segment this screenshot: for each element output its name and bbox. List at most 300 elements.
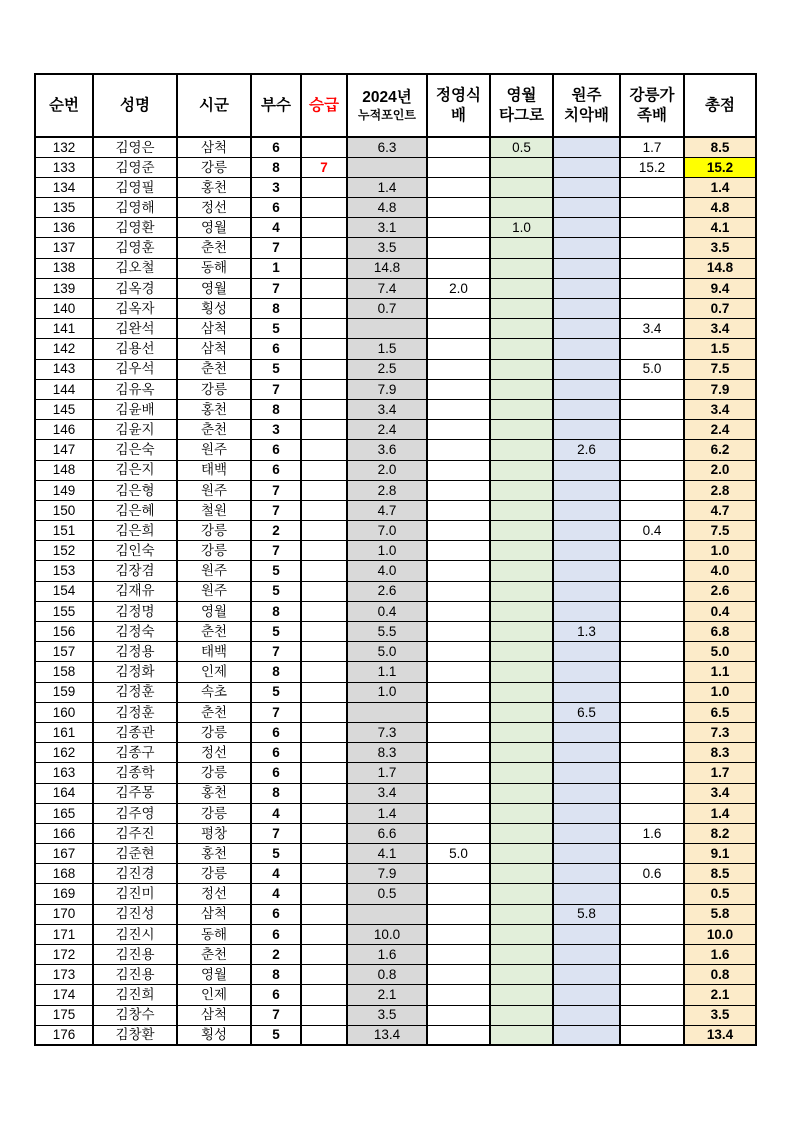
cell-no: 160 bbox=[35, 702, 93, 722]
cell-points bbox=[347, 904, 427, 924]
cell-points: 6.6 bbox=[347, 823, 427, 843]
cell-promo bbox=[301, 420, 347, 440]
cell-name: 김창수 bbox=[93, 1005, 177, 1025]
cell-name: 김은지 bbox=[93, 460, 177, 480]
cell-city: 춘천 bbox=[177, 622, 251, 642]
cell-name: 김은형 bbox=[93, 480, 177, 500]
cell-yw_cup bbox=[490, 581, 553, 601]
cell-no: 161 bbox=[35, 722, 93, 742]
cell-yw_cup bbox=[490, 985, 553, 1005]
cell-jys_cup bbox=[427, 521, 490, 541]
cell-gn_cup bbox=[620, 945, 684, 965]
col-header-name bbox=[93, 74, 177, 137]
cell-name: 김은숙 bbox=[93, 440, 177, 460]
cell-no: 167 bbox=[35, 844, 93, 864]
cell-points: 2.5 bbox=[347, 359, 427, 379]
table-header bbox=[35, 74, 756, 137]
cell-jys_cup bbox=[427, 359, 490, 379]
cell-city: 춘천 bbox=[177, 702, 251, 722]
cell-gn_cup: 1.7 bbox=[620, 137, 684, 157]
cell-jys_cup bbox=[427, 924, 490, 944]
cell-name: 김진희 bbox=[93, 985, 177, 1005]
cell-copies: 8 bbox=[251, 399, 301, 419]
cell-yw_cup bbox=[490, 965, 553, 985]
cell-points: 6.3 bbox=[347, 137, 427, 157]
cell-jys_cup bbox=[427, 1025, 490, 1045]
cell-gn_cup bbox=[620, 924, 684, 944]
cell-no: 154 bbox=[35, 581, 93, 601]
table-row bbox=[35, 662, 756, 682]
table-row bbox=[35, 622, 756, 642]
cell-no: 147 bbox=[35, 440, 93, 460]
cell-promo bbox=[301, 480, 347, 500]
cell-name: 김주몽 bbox=[93, 783, 177, 803]
cell-wj_cup bbox=[553, 460, 620, 480]
cell-gn_cup bbox=[620, 763, 684, 783]
table-row bbox=[35, 440, 756, 460]
cell-yw_cup bbox=[490, 803, 553, 823]
table-row bbox=[35, 581, 756, 601]
cell-total: 2.1 bbox=[684, 985, 756, 1005]
cell-copies: 7 bbox=[251, 541, 301, 561]
cell-gn_cup: 5.0 bbox=[620, 359, 684, 379]
cell-city: 강릉 bbox=[177, 379, 251, 399]
cell-wj_cup bbox=[553, 521, 620, 541]
cell-promo bbox=[301, 601, 347, 621]
col-header-no-label: 순번 bbox=[49, 96, 79, 114]
cell-jys_cup bbox=[427, 763, 490, 783]
cell-promo bbox=[301, 662, 347, 682]
cell-total: 7.9 bbox=[684, 379, 756, 399]
cell-jys_cup bbox=[427, 884, 490, 904]
cell-total: 14.8 bbox=[684, 258, 756, 278]
table-row bbox=[35, 904, 756, 924]
cell-jys_cup bbox=[427, 662, 490, 682]
cell-total: 3.4 bbox=[684, 783, 756, 803]
cell-jys_cup bbox=[427, 965, 490, 985]
cell-city: 홍천 bbox=[177, 844, 251, 864]
cell-name: 김영은 bbox=[93, 137, 177, 157]
cell-jys_cup bbox=[427, 258, 490, 278]
cell-promo bbox=[301, 844, 347, 864]
cell-city: 영월 bbox=[177, 218, 251, 238]
cell-city: 홍천 bbox=[177, 399, 251, 419]
cell-jys_cup bbox=[427, 541, 490, 561]
cell-copies: 4 bbox=[251, 884, 301, 904]
cell-total: 8.5 bbox=[684, 864, 756, 884]
cell-yw_cup bbox=[490, 399, 553, 419]
cell-promo bbox=[301, 177, 347, 197]
cell-wj_cup bbox=[553, 157, 620, 177]
cell-jys_cup bbox=[427, 177, 490, 197]
table-row bbox=[35, 541, 756, 561]
cell-copies: 1 bbox=[251, 258, 301, 278]
col-header-city bbox=[177, 74, 251, 137]
cell-gn_cup bbox=[620, 399, 684, 419]
cell-wj_cup bbox=[553, 359, 620, 379]
cell-yw_cup bbox=[490, 823, 553, 843]
cell-city: 강릉 bbox=[177, 803, 251, 823]
cell-wj_cup bbox=[553, 399, 620, 419]
cell-total: 8.5 bbox=[684, 137, 756, 157]
cell-city: 평창 bbox=[177, 823, 251, 843]
cell-copies: 3 bbox=[251, 177, 301, 197]
col-header-points-2024 bbox=[347, 74, 427, 137]
cell-name: 김영훈 bbox=[93, 238, 177, 258]
cell-points: 7.9 bbox=[347, 379, 427, 399]
table-row bbox=[35, 460, 756, 480]
table-row bbox=[35, 1005, 756, 1025]
cell-points: 4.7 bbox=[347, 500, 427, 520]
cell-wj_cup: 5.8 bbox=[553, 904, 620, 924]
cell-jys_cup bbox=[427, 218, 490, 238]
cell-wj_cup bbox=[553, 743, 620, 763]
cell-wj_cup bbox=[553, 218, 620, 238]
cell-wj_cup bbox=[553, 965, 620, 985]
cell-name: 김진성 bbox=[93, 904, 177, 924]
cell-jys_cup bbox=[427, 420, 490, 440]
cell-jys_cup bbox=[427, 904, 490, 924]
cell-gn_cup: 3.4 bbox=[620, 319, 684, 339]
cell-copies: 6 bbox=[251, 743, 301, 763]
cell-city: 정선 bbox=[177, 884, 251, 904]
table-row bbox=[35, 844, 756, 864]
cell-city: 정선 bbox=[177, 743, 251, 763]
cell-copies: 5 bbox=[251, 844, 301, 864]
cell-no: 146 bbox=[35, 420, 93, 440]
col-header-wonju-chiak-cup bbox=[553, 74, 620, 137]
cell-promo bbox=[301, 299, 347, 319]
cell-yw_cup bbox=[490, 1025, 553, 1045]
cell-jys_cup bbox=[427, 299, 490, 319]
cell-city: 정선 bbox=[177, 198, 251, 218]
cell-jys_cup bbox=[427, 743, 490, 763]
cell-copies: 6 bbox=[251, 339, 301, 359]
cell-jys_cup bbox=[427, 783, 490, 803]
cell-no: 135 bbox=[35, 198, 93, 218]
cell-copies: 6 bbox=[251, 440, 301, 460]
cell-jys_cup bbox=[427, 238, 490, 258]
table-row bbox=[35, 884, 756, 904]
cell-no: 163 bbox=[35, 763, 93, 783]
cell-promo bbox=[301, 440, 347, 460]
cell-points: 2.4 bbox=[347, 420, 427, 440]
cell-no: 138 bbox=[35, 258, 93, 278]
cell-gn_cup bbox=[620, 339, 684, 359]
cell-gn_cup bbox=[620, 682, 684, 702]
cell-total: 2.4 bbox=[684, 420, 756, 440]
cell-wj_cup bbox=[553, 198, 620, 218]
cell-jys_cup bbox=[427, 702, 490, 722]
cell-gn_cup bbox=[620, 743, 684, 763]
cell-total: 2.6 bbox=[684, 581, 756, 601]
col-header-points-sub: 누적포인트 bbox=[358, 107, 416, 122]
table-row bbox=[35, 945, 756, 965]
cell-city: 원주 bbox=[177, 440, 251, 460]
cell-gn_cup bbox=[620, 642, 684, 662]
cell-total: 7.5 bbox=[684, 521, 756, 541]
cell-gn_cup bbox=[620, 198, 684, 218]
cell-points: 3.1 bbox=[347, 218, 427, 238]
cell-points: 10.0 bbox=[347, 924, 427, 944]
col-header-copies-label: 부수 bbox=[261, 96, 291, 114]
col-header-yeongwol-tagro-cup bbox=[490, 74, 553, 137]
table-row bbox=[35, 399, 756, 419]
cell-no: 155 bbox=[35, 601, 93, 621]
cell-points: 1.0 bbox=[347, 541, 427, 561]
cell-city: 원주 bbox=[177, 581, 251, 601]
cell-gn_cup bbox=[620, 601, 684, 621]
cell-gn_cup bbox=[620, 500, 684, 520]
cell-points: 1.1 bbox=[347, 662, 427, 682]
cell-gn_cup: 1.6 bbox=[620, 823, 684, 843]
cell-name: 김윤지 bbox=[93, 420, 177, 440]
cell-promo bbox=[301, 319, 347, 339]
cell-total: 0.5 bbox=[684, 884, 756, 904]
cell-no: 168 bbox=[35, 864, 93, 884]
cell-city: 강릉 bbox=[177, 763, 251, 783]
cell-name: 김진경 bbox=[93, 864, 177, 884]
cell-points: 1.4 bbox=[347, 803, 427, 823]
cell-total: 3.4 bbox=[684, 399, 756, 419]
cell-city: 영월 bbox=[177, 278, 251, 298]
cell-gn_cup bbox=[620, 965, 684, 985]
cell-city: 철원 bbox=[177, 500, 251, 520]
cell-promo bbox=[301, 258, 347, 278]
cell-no: 174 bbox=[35, 985, 93, 1005]
cell-gn_cup bbox=[620, 218, 684, 238]
cell-jys_cup bbox=[427, 460, 490, 480]
cell-copies: 6 bbox=[251, 137, 301, 157]
table-row bbox=[35, 420, 756, 440]
cell-copies: 7 bbox=[251, 500, 301, 520]
cell-copies: 3 bbox=[251, 420, 301, 440]
cell-jys_cup bbox=[427, 945, 490, 965]
cell-wj_cup bbox=[553, 299, 620, 319]
cell-total: 8.3 bbox=[684, 743, 756, 763]
cell-wj_cup bbox=[553, 541, 620, 561]
cell-yw_cup bbox=[490, 379, 553, 399]
cell-total: 0.7 bbox=[684, 299, 756, 319]
cell-name: 김영준 bbox=[93, 157, 177, 177]
cell-wj_cup bbox=[553, 581, 620, 601]
cell-no: 134 bbox=[35, 177, 93, 197]
cell-gn_cup bbox=[620, 460, 684, 480]
cell-points: 5.5 bbox=[347, 622, 427, 642]
cell-yw_cup bbox=[490, 258, 553, 278]
cell-promo bbox=[301, 379, 347, 399]
cell-yw_cup bbox=[490, 541, 553, 561]
cell-no: 141 bbox=[35, 319, 93, 339]
cell-yw_cup bbox=[490, 783, 553, 803]
cell-city: 횡성 bbox=[177, 299, 251, 319]
cell-wj_cup bbox=[553, 823, 620, 843]
col-header-yw-line2: 타그로 bbox=[499, 106, 544, 124]
cell-wj_cup bbox=[553, 319, 620, 339]
cell-copies: 7 bbox=[251, 278, 301, 298]
cell-copies: 6 bbox=[251, 924, 301, 944]
cell-yw_cup bbox=[490, 561, 553, 581]
cell-copies: 5 bbox=[251, 581, 301, 601]
cell-name: 김진용 bbox=[93, 945, 177, 965]
cell-jys_cup bbox=[427, 561, 490, 581]
cell-promo bbox=[301, 945, 347, 965]
cell-promo bbox=[301, 783, 347, 803]
cell-yw_cup bbox=[490, 924, 553, 944]
cell-gn_cup bbox=[620, 622, 684, 642]
cell-copies: 7 bbox=[251, 480, 301, 500]
cell-promo bbox=[301, 521, 347, 541]
cell-city: 속초 bbox=[177, 682, 251, 702]
cell-jys_cup bbox=[427, 581, 490, 601]
cell-copies: 5 bbox=[251, 359, 301, 379]
cell-promo bbox=[301, 1005, 347, 1025]
cell-city: 춘천 bbox=[177, 945, 251, 965]
table-row bbox=[35, 379, 756, 399]
cell-points: 3.4 bbox=[347, 783, 427, 803]
cell-gn_cup bbox=[620, 258, 684, 278]
cell-promo: 7 bbox=[301, 157, 347, 177]
cell-total: 6.2 bbox=[684, 440, 756, 460]
cell-jys_cup: 2.0 bbox=[427, 278, 490, 298]
cell-no: 144 bbox=[35, 379, 93, 399]
cell-city: 인제 bbox=[177, 985, 251, 1005]
cell-no: 132 bbox=[35, 137, 93, 157]
cell-no: 169 bbox=[35, 884, 93, 904]
cell-points: 2.1 bbox=[347, 985, 427, 1005]
cell-points: 3.5 bbox=[347, 1005, 427, 1025]
cell-name: 김유옥 bbox=[93, 379, 177, 399]
cell-city: 강릉 bbox=[177, 157, 251, 177]
cell-gn_cup bbox=[620, 177, 684, 197]
table-row bbox=[35, 238, 756, 258]
cell-gn_cup bbox=[620, 803, 684, 823]
cell-city: 춘천 bbox=[177, 238, 251, 258]
cell-city: 삼척 bbox=[177, 904, 251, 924]
cell-wj_cup bbox=[553, 278, 620, 298]
cell-wj_cup: 1.3 bbox=[553, 622, 620, 642]
cell-total: 15.2 bbox=[684, 157, 756, 177]
cell-yw_cup bbox=[490, 500, 553, 520]
cell-yw_cup bbox=[490, 460, 553, 480]
cell-copies: 4 bbox=[251, 218, 301, 238]
cell-copies: 7 bbox=[251, 379, 301, 399]
cell-yw_cup bbox=[490, 722, 553, 742]
cell-promo bbox=[301, 1025, 347, 1045]
cell-gn_cup bbox=[620, 541, 684, 561]
cell-copies: 7 bbox=[251, 823, 301, 843]
cell-wj_cup bbox=[553, 642, 620, 662]
cell-copies: 4 bbox=[251, 864, 301, 884]
cell-city: 홍천 bbox=[177, 177, 251, 197]
cell-total: 4.0 bbox=[684, 561, 756, 581]
cell-name: 김준현 bbox=[93, 844, 177, 864]
cell-gn_cup bbox=[620, 581, 684, 601]
cell-city: 춘천 bbox=[177, 359, 251, 379]
cell-wj_cup bbox=[553, 177, 620, 197]
cell-name: 김옥경 bbox=[93, 278, 177, 298]
cell-points: 5.0 bbox=[347, 642, 427, 662]
cell-jys_cup bbox=[427, 985, 490, 1005]
cell-points: 7.4 bbox=[347, 278, 427, 298]
table-row bbox=[35, 218, 756, 238]
cell-gn_cup bbox=[620, 702, 684, 722]
cell-city: 삼척 bbox=[177, 137, 251, 157]
cell-total: 0.4 bbox=[684, 601, 756, 621]
cell-jys_cup bbox=[427, 440, 490, 460]
cell-promo bbox=[301, 581, 347, 601]
cell-yw_cup bbox=[490, 662, 553, 682]
cell-gn_cup bbox=[620, 904, 684, 924]
cell-wj_cup bbox=[553, 662, 620, 682]
cell-points: 1.4 bbox=[347, 177, 427, 197]
results-table bbox=[34, 73, 757, 1046]
cell-wj_cup bbox=[553, 1005, 620, 1025]
cell-wj_cup bbox=[553, 985, 620, 1005]
cell-total: 1.0 bbox=[684, 682, 756, 702]
cell-jys_cup bbox=[427, 722, 490, 742]
col-header-promotion bbox=[301, 74, 347, 137]
cell-name: 김정숙 bbox=[93, 622, 177, 642]
cell-no: 142 bbox=[35, 339, 93, 359]
cell-copies: 7 bbox=[251, 1005, 301, 1025]
cell-copies: 6 bbox=[251, 763, 301, 783]
cell-gn_cup bbox=[620, 278, 684, 298]
cell-yw_cup bbox=[490, 945, 553, 965]
cell-copies: 7 bbox=[251, 702, 301, 722]
cell-no: 140 bbox=[35, 299, 93, 319]
col-header-copies bbox=[251, 74, 301, 137]
cell-name: 김주영 bbox=[93, 803, 177, 823]
cell-jys_cup bbox=[427, 1005, 490, 1025]
table-row bbox=[35, 743, 756, 763]
cell-points: 14.8 bbox=[347, 258, 427, 278]
cell-yw_cup bbox=[490, 864, 553, 884]
cell-name: 김정훈 bbox=[93, 702, 177, 722]
cell-city: 태백 bbox=[177, 460, 251, 480]
cell-gn_cup bbox=[620, 480, 684, 500]
col-header-no bbox=[35, 74, 93, 137]
col-header-total-label: 총점 bbox=[705, 96, 735, 114]
cell-total: 0.8 bbox=[684, 965, 756, 985]
cell-wj_cup bbox=[553, 844, 620, 864]
cell-jys_cup bbox=[427, 339, 490, 359]
cell-no: 153 bbox=[35, 561, 93, 581]
cell-no: 162 bbox=[35, 743, 93, 763]
cell-copies: 5 bbox=[251, 561, 301, 581]
cell-promo bbox=[301, 904, 347, 924]
cell-no: 166 bbox=[35, 823, 93, 843]
cell-promo bbox=[301, 238, 347, 258]
cell-points: 1.7 bbox=[347, 763, 427, 783]
cell-wj_cup bbox=[553, 480, 620, 500]
cell-copies: 6 bbox=[251, 722, 301, 742]
cell-city: 횡성 bbox=[177, 1025, 251, 1045]
cell-total: 6.8 bbox=[684, 622, 756, 642]
cell-wj_cup bbox=[553, 561, 620, 581]
header-row bbox=[35, 74, 756, 137]
cell-total: 1.4 bbox=[684, 177, 756, 197]
cell-promo bbox=[301, 137, 347, 157]
cell-yw_cup bbox=[490, 480, 553, 500]
table-row bbox=[35, 278, 756, 298]
cell-name: 김옥자 bbox=[93, 299, 177, 319]
cell-points: 1.6 bbox=[347, 945, 427, 965]
cell-name: 김정훈 bbox=[93, 682, 177, 702]
cell-city: 인제 bbox=[177, 662, 251, 682]
cell-copies: 4 bbox=[251, 803, 301, 823]
cell-name: 김주진 bbox=[93, 823, 177, 843]
